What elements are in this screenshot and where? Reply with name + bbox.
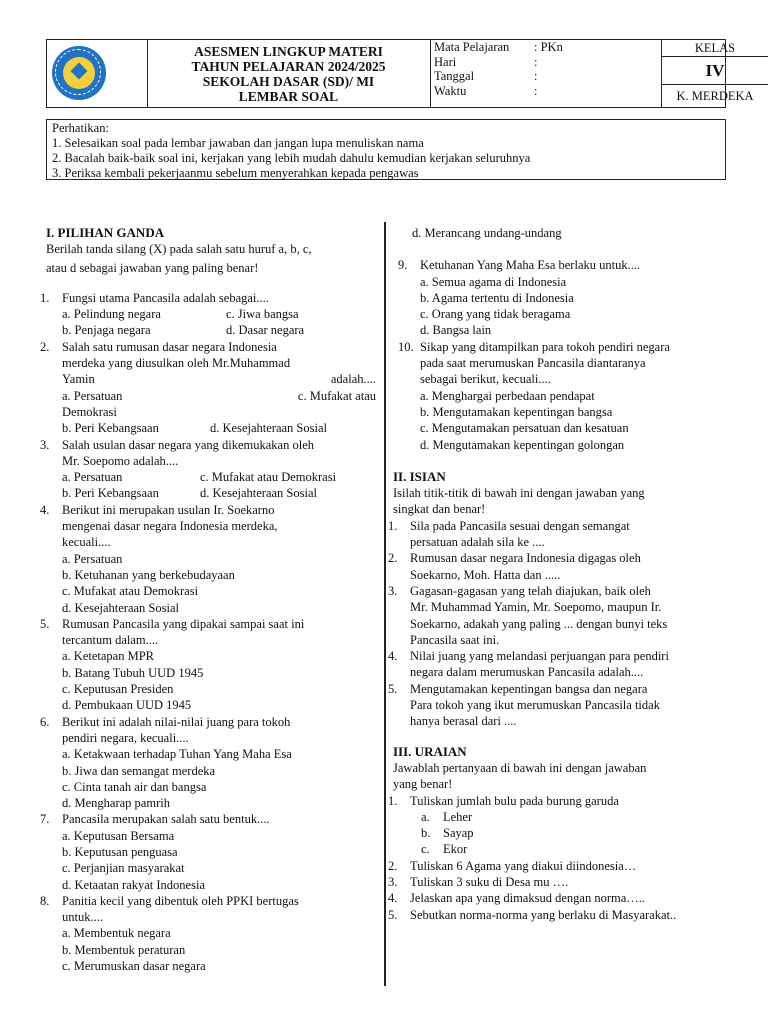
text-line: Soekarno, Moh. Hatta dan ..... (410, 567, 561, 582)
question-6 (40, 714, 376, 812)
question-3 (40, 437, 376, 502)
text-line: negara dalam merumuskan Pancasila adalah.... (410, 665, 644, 680)
info-value: : (534, 54, 538, 69)
text-line: 7. (40, 812, 50, 827)
instruction: Jawablah pertanyaan di bawah ini dengan jawaban (393, 760, 647, 775)
text-line: d. Kesejahteraan Sosial (200, 486, 317, 501)
isian-item (388, 648, 720, 681)
text-line: tercantum dalam.... (62, 633, 159, 648)
text-line: sebagai berikut, kecuali.... (420, 372, 551, 387)
text-line: c. Orang yang tidak beragama (420, 307, 571, 322)
info-value: : PKn (534, 40, 563, 54)
text-line: c. Keputusan Presiden (62, 682, 174, 697)
text-line: Soekarno, adakah yang paling ... dengan bunyi teks (410, 616, 668, 631)
text-line: Para tokoh yang ikut merumuskan Pancasila tidak (410, 698, 660, 713)
text-line: b. Agama tertentu di Indonesia (420, 290, 574, 305)
kelas-cell (662, 40, 754, 107)
text-line: c. Mufakat atau Demokrasi (200, 470, 337, 485)
notice-item: 1. Selesaikan soal pada lembar jawaban dan jangan lupa menuliskan nama (52, 136, 424, 150)
kelas-label: KELAS (662, 40, 768, 57)
text-line: Mr. Soepomo adalah.... (62, 453, 179, 468)
title-line: ASESMEN LINGKUP MATERI (194, 43, 383, 59)
text-line: kecuali.... (62, 535, 111, 550)
notice-item: 2. Bacalah baik-baik soal ini, kerjakan yang lebih mudah dahulu kemudian kerjakan seluruhnya (52, 151, 531, 165)
text-line: Sayap (443, 826, 474, 841)
text-line: 8. (40, 893, 50, 908)
tut-wuri-handayani-logo-icon (52, 46, 106, 100)
text-line: b. Mengutamakan kepentingan bangsa (420, 404, 613, 419)
text-line: Berikut ini adalah nilai-nilai juang para tokoh (62, 714, 291, 729)
text-line: Gagasan-gagasan yang telah diajukan, baik oleh (410, 583, 651, 598)
question-9 (398, 257, 738, 338)
text-line: 4. (388, 649, 398, 664)
text-line: mengenai dasar negara Indonesia merdeka, (62, 519, 278, 534)
question-8 (40, 893, 376, 974)
text-line: Tuliskan jumlah bulu pada burung garuda (410, 793, 619, 808)
text-line: c. Perjanjian masyarakat (62, 861, 185, 876)
notice-item: 3. Periksa kembali pekerjaanmu sebelum menyerahkan kepada pengawas (52, 166, 419, 180)
question-2 (40, 339, 376, 437)
text-line: 2. (388, 551, 398, 566)
text-line: Tuliskan 3 suku di Desa mu …. (410, 874, 569, 889)
text-line: c. Mufakat atau Demokrasi (62, 584, 199, 599)
uraian-item (388, 890, 738, 906)
text-line: d. Kesejahteraan Sosial (210, 421, 327, 436)
logo-cell (47, 40, 148, 107)
text-line: b. Ketuhanan yang berkebudayaan (62, 567, 235, 582)
text-line: d. Kesejahteraan Sosial (62, 600, 179, 615)
text-line: Tuliskan 6 Agama yang diakui diindonesia… (410, 858, 637, 873)
section-heading-uraian: III. URAIAN (393, 743, 467, 759)
text-line: a. Keputusan Bersama (62, 828, 175, 843)
text-line: b. (421, 826, 431, 841)
text-line: Sila pada Pancasila sesuai dengan semangat (410, 518, 630, 533)
exam-info (431, 40, 662, 107)
text-line: a. Ketakwaan terhadap Tuhan Yang Maha Esa (62, 747, 292, 762)
text-line: b. Penjaga negara (62, 323, 151, 338)
text-line: d. Mengutamakan kepentingan golongan (420, 437, 625, 452)
text-line: pendiri negara, kecuali.... (62, 730, 189, 745)
isian-item (388, 518, 720, 551)
uraian-item (388, 858, 738, 874)
text-line: c. Mufakat atau (297, 388, 376, 403)
right-column (388, 225, 738, 923)
text-line: a. Persatuan (62, 551, 123, 566)
text-line: 1. (40, 290, 50, 305)
text-line: a. Menghargai perbedaan pendapat (420, 388, 595, 403)
text-line: Pancasila saat ini. (410, 632, 500, 647)
text-line: Demokrasi (62, 404, 117, 419)
text-line: Sebutkan norma-norma yang berlaku di Masyarakat.. (410, 907, 677, 922)
text-line: Fungsi utama Pancasila adalah sebagai.... (62, 290, 269, 305)
text-line: b. Keputusan penguasa (62, 844, 178, 859)
question-1 (40, 290, 376, 339)
text-line: b. Peri Kebangsaan (62, 421, 159, 436)
text-line: c. Cinta tanah air dan bangsa (62, 779, 207, 794)
instruction: Berilah tanda silang (X) pada salah satu huruf a, b, c, (46, 242, 312, 257)
title-line: LEMBAR SOAL (238, 88, 339, 104)
info-key: Mata Pelajaran (434, 40, 510, 54)
text-line: Salah usulan dasar negara yang dikemukakan oleh (62, 437, 314, 452)
info-key: Waktu (434, 83, 467, 98)
kelas-value: IV (662, 57, 768, 85)
title-line: TAHUN PELAJARAN 2024/2025 (191, 58, 386, 74)
text-line: 2. (40, 339, 50, 354)
text-line: b. Batang Tubuh UUD 1945 (62, 665, 204, 680)
text-line: d. Ketaatan rakyat Indonesia (62, 877, 205, 892)
text-line: untuk.... (62, 910, 103, 925)
text-line: Leher (443, 809, 473, 824)
text-line: pada saat merumuskan Pancasila diantaranya (420, 356, 646, 371)
uraian-item (388, 874, 738, 890)
text-line: 4. (40, 502, 50, 517)
text-line: 10. (398, 339, 414, 354)
text-line: adalah.... (330, 372, 376, 387)
text-line: persatuan adalah sila ke .... (410, 535, 545, 550)
text-line: a. Persatuan (62, 470, 123, 485)
text-line: hanya berasal dari .... (410, 714, 517, 729)
text-line: 1. (388, 518, 398, 533)
section-heading-pilihan-ganda: I. PILIHAN GANDA (46, 225, 165, 240)
text-line: Jelaskan apa yang dimaksud dengan norma….. (410, 891, 646, 906)
text-line: Rumusan dasar negara Indonesia digagas oleh (410, 551, 641, 566)
text-line: c. Jiwa bangsa (226, 307, 299, 322)
text-line: d. Mengharap pamrih (62, 796, 170, 811)
notice-title: Perhatikan: (52, 121, 109, 135)
title-line: SEKOLAH DASAR (SD)/ MI (202, 73, 375, 89)
text-line: 9. (398, 258, 408, 273)
text-line: d. Dasar negara (226, 323, 305, 338)
question-10 (398, 339, 738, 453)
info-key: Hari (434, 54, 457, 69)
kurikulum-label: K. MERDEKA (676, 89, 754, 103)
text-line: Ekor (443, 842, 468, 857)
text-line: 4. (388, 891, 398, 906)
uraian-item (388, 793, 738, 858)
text-line: d. Pembukaan UUD 1945 (62, 698, 192, 713)
text-line: Pancasila merupakan salah satu bentuk.... (62, 812, 270, 827)
question-4 (40, 502, 376, 616)
info-key: Tanggal (434, 69, 475, 83)
isian-item (388, 583, 720, 648)
notice-box (46, 119, 726, 180)
question-8-option-d: d. Merancang undang-undang (412, 226, 562, 240)
left-column (40, 225, 376, 974)
info-value: : (534, 69, 538, 83)
question-7 (40, 811, 376, 892)
text-line: 5. (388, 907, 398, 922)
section-heading-isian: II. ISIAN (393, 468, 446, 484)
text-line: 5. (40, 616, 50, 631)
uraian-list (388, 793, 738, 923)
text-line: Panitia kecil yang dibentuk oleh PPKI bertugas (62, 893, 299, 908)
instruction: atau d sebagai jawaban yang paling benar! (46, 260, 259, 275)
text-line: a. Ketetapan MPR (62, 649, 154, 664)
text-line: a. (421, 809, 430, 824)
text-line: c. Merumuskan dasar negara (62, 959, 206, 974)
text-line: Rumusan Pancasila yang dipakai sampai saat ini (62, 616, 305, 631)
instruction: singkat dan benar! (393, 502, 486, 517)
instruction: Isilah titik-titik di bawah ini dengan jawaban yang (393, 486, 645, 501)
question-5 (40, 616, 376, 714)
text-line: a. Persatuan (62, 388, 123, 403)
text-line: 3. (40, 437, 50, 452)
text-line: Salah satu rumusan dasar negara Indonesia (62, 339, 277, 354)
text-line: Nilai juang yang melandasi perjuangan para pendiri (410, 649, 669, 664)
text-line: 3. (388, 874, 398, 889)
text-line: a. Semua agama di Indonesia (420, 274, 567, 289)
text-line: 2. (388, 858, 398, 873)
exam-title (147, 40, 431, 107)
text-line: Mr. Muhammad Yamin, Mr. Soepomo, maupun Ir. (410, 600, 662, 615)
text-line: a. Pelindung negara (62, 307, 161, 322)
text-line: Berikut ini merupakan usulan Ir. Soekarno (62, 502, 275, 517)
header-table (46, 39, 754, 108)
text-line: b. Peri Kebangsaan (62, 486, 159, 501)
text-line: Mengutamakan kepentingan bangsa dan negara (410, 681, 648, 696)
text-line: d. Bangsa lain (420, 323, 492, 338)
instruction: yang benar! (393, 777, 453, 792)
text-line: 1. (388, 793, 398, 808)
text-line: Yamin (62, 372, 95, 387)
text-line: Sikap yang ditampilkan para tokoh pendiri negara (420, 339, 670, 354)
info-value: : (534, 83, 538, 98)
text-line: Ketuhanan Yang Maha Esa berlaku untuk.... (420, 258, 641, 273)
text-line: 3. (388, 583, 398, 598)
isian-item (388, 681, 720, 730)
text-line: c. (421, 842, 430, 857)
text-line: b. Jiwa dan semangat merdeka (62, 763, 216, 778)
isian-list (388, 518, 720, 730)
text-line: b. Membentuk peraturan (62, 942, 186, 957)
text-line: 6. (40, 714, 50, 729)
uraian-item (388, 907, 738, 923)
isian-item (388, 550, 720, 583)
text-line: a. Membentuk negara (62, 926, 171, 941)
text-line: merdeka yang diusulkan oleh Mr.Muhammad (62, 356, 291, 371)
text-line: c. Mengutamakan persatuan dan kesatuan (420, 421, 629, 436)
column-divider (384, 222, 386, 986)
text-line: 5. (388, 681, 398, 696)
